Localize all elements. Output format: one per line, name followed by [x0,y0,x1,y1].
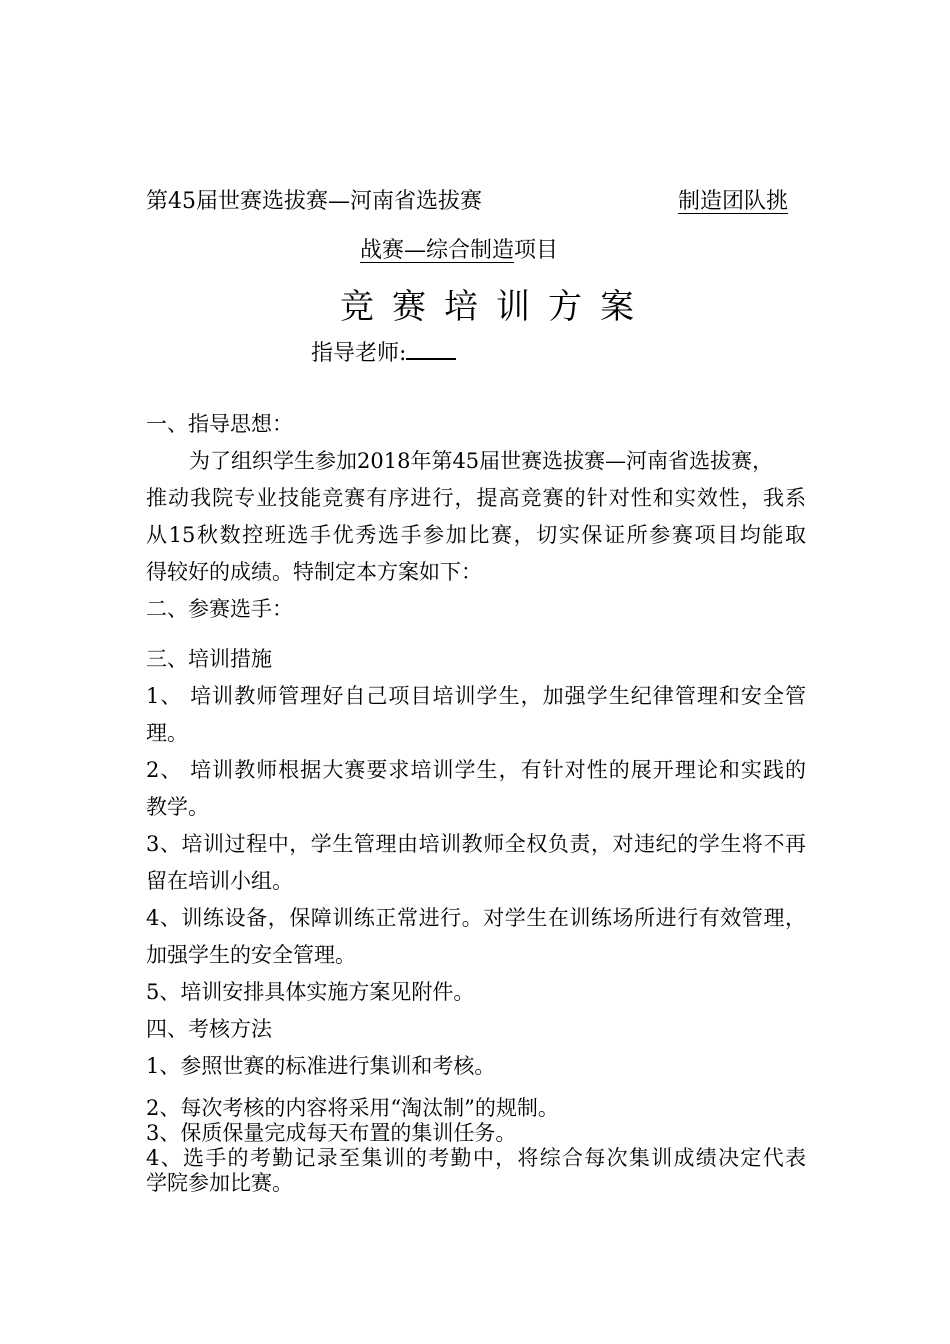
list-item-line: 加强学生的安全管理。 [146,943,356,967]
page-title: 竞赛培训方案 [340,287,652,327]
section-1-paragraph-line: 得较好的成绩。特制定本方案如下： [146,560,482,584]
list-item-line: 1、参照世赛的标准进行集训和考核。 [146,1054,496,1078]
list-item-line: 1、 培训教师管理好自己项目培训学生，加强学生纪律管理和安全管 [146,684,806,708]
list-item-line: 理。 [146,721,188,745]
section-3-heading: 三、培训措施 [146,647,272,671]
section-1-heading: 一、指导思想： [146,412,293,436]
list-item-line: 5、培训安排具体实施方案见附件。 [146,980,475,1004]
list-item-line: 3、保质保量完成每天布置的集训任务。 [146,1121,517,1145]
list-item-line: 4、选手的考勤记录至集训的考勤中，将综合每次集训成绩决定代表 [146,1146,806,1170]
section-4-heading: 四、考核方法 [146,1017,272,1041]
header-line1-right: 制造团队挑 [678,189,789,214]
section-1-paragraph-line: 从15秋数控班选手优秀选手参加比赛，切实保证所参赛项目均能取 [146,523,806,547]
list-item-line: 4、训练设备，保障训练正常进行。对学生在训练场所进行有效管理， [146,906,806,930]
header-line2-tail: 项目 [514,238,559,263]
list-item-line: 教学。 [146,795,209,819]
section-1-paragraph-line: 推动我院专业技能竞赛有序进行，提高竞赛的针对性和实效性，我系 [146,486,806,510]
list-item-line: 2、 培训教师根据大赛要求培训学生，有针对性的展开理论和实践的 [146,758,806,782]
section-2-heading: 二、参赛选手： [146,597,293,621]
header-line2 [360,233,558,264]
list-item-line: 3、培训过程中，学生管理由培训教师全权负责，对违纪的学生将不再 [146,832,806,856]
header-line2-underlined: 战赛—综合制造 [360,238,515,263]
list-item-line: 留在培训小组。 [146,869,293,893]
list-item-line: 学院参加比赛。 [146,1171,293,1195]
section-1-paragraph-line: 为了组织学生参加2018年第45届世赛选拔赛—河南省选拔赛， [189,449,774,473]
advisor-blank [406,336,456,360]
header-line1-left: 第45届世赛选拔赛—河南省选拔赛 [146,189,482,214]
advisor-line [311,336,456,367]
list-item-line: 2、每次考核的内容将采用“淘汰制”的规制。 [146,1096,559,1120]
advisor-label: 指导老师: [311,341,407,366]
